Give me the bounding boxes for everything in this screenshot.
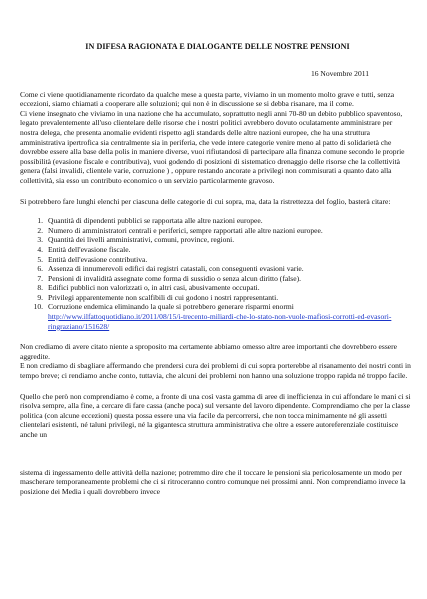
list-item: [37, 244, 411, 255]
intro-section: [20, 90, 411, 186]
list-item-number: 8.: [37, 283, 43, 293]
list-item: [33, 302, 411, 331]
list-item-text: Pensioni di invalidità assegnate come forma di sussidio o senza alcun diritto (false).: [48, 273, 301, 283]
list-item-text: Quantità dei livelli amministrativi, comuni, province, regioni.: [48, 235, 235, 245]
list-item-text: Corruzione endemica eliminando la quale si potrebbero generare risparmi enormi: [48, 302, 294, 312]
after-list-section: [20, 342, 411, 380]
list-item-number: 6.: [37, 264, 43, 274]
document-date: 16 Novembre 2011: [311, 69, 369, 78]
list-item-number: 1.: [37, 216, 43, 226]
list-item: [37, 283, 411, 293]
list-item-number: 4.: [37, 244, 43, 254]
list-item-text: Edifici pubblici non valorizzati o, in altri casi, abusivamente occupati.: [48, 283, 260, 293]
intro-paragraph-2: Ci viene insegnato che viviamo in una nazione che ha accumulato, soprattutto negli anni 70-80 un debito pubblico spaventoso, legato prevalentemente all'uso clientelare delle risorse che i nostri politici avrebbero dovuto oculatamente amministrare per nostra delega, che presenta anomalie evidenti rispetto agli standards delle altre nazioni europee, che ha una struttura amministrativa ipertrofica sia centralmente sia in periferia, che vede intere categorie venire meno al patto di solidarietà che dovrebbe essere alla base della polis in maniere diverse, vuoi rifiutandosi di partecipare alla finanza comune secondo le proprie possibilità (evasione fiscale e contributiva), vuoi godendo di posizioni di sistematico drenaggio delle risorse che la collettività genera (falsi invalidi, clientele varie, corruzione ) , oppure restando ancorate a privilegi non commisurati a quanto dato alla collettività, sia esso un contributo economico o un servizio particolarmente gravoso.: [20, 108, 405, 185]
document-title: IN DIFESA RAGIONATA E DIALOGANTE DELLE NOSTRE PENSIONI: [85, 42, 350, 51]
list-item: [37, 273, 411, 284]
wonder-paragraph: Quello che però non comprendiamo è come, a fronte di una così vasta gamma di aree di inefficienza in cui affondare le mani ci si risolva sempre, alla fine, a cercare di fare cassa (anche poca) sul versante del lavoro dipendente. Comprendiamo che per la classe politica (con alcune eccezioni) questa possa essere una via facile da percorrersi, che non tocca minimamente né gli assetti clientelari esistenti, né taluni privilegi, né la gigantesca struttura amministrativa che oltre a essere autoreferenziale costituisce anche un: [20, 391, 411, 439]
list-item-number: 10.: [33, 302, 43, 312]
list-item-number: 7.: [37, 273, 43, 283]
list-item: [37, 225, 411, 236]
final-paragraph: sistema di ingessamento delle attività della nazione; potremmo dire che il toccare le pensioni sia pericolosamente un modo per mascherare temporaneamente problemi che ci si ritroceranno contro comunque nei prossimi anni. Non comprendiamo invece la posizione dei Media i quali dovrebbero invece: [20, 467, 406, 496]
article-link[interactable]: http://www.ilfattoquotidiano.it/2011/08/15/i-trecento-miliardi-che-lo-stato-non-vuole-mafiosi-corrotti-ed-evasori-ringraziano/151628/: [48, 312, 392, 331]
list-item: [37, 216, 411, 226]
list-intro: Si potrebbero fare lunghi elenchi per ciascuna delle categorie di cui sopra, ma, data la ristrettezza del foglio, basterà citare:: [20, 196, 391, 206]
list-item-text: Entità dell'evasione fiscale.: [48, 244, 131, 254]
list-item-text: Assenza di innumerevoli edifici dai registri catastali, con conseguenti evasioni varie.: [48, 264, 304, 274]
list-item-text: Privilegi apparentemente non scalfibili di cui godono i nostri rappresentanti.: [48, 292, 279, 302]
problems-list: [20, 216, 411, 331]
list-item: [37, 235, 411, 245]
list-item-text: Numero di amministratori centrali e periferici, sempre rapportati alle altre nazioni europee.: [48, 225, 323, 235]
list-item: [37, 264, 411, 274]
list-item-text: Entità dell'evasione contributiva.: [48, 254, 148, 264]
after-list-paragraph-2: E non crediamo di sbagliare affermando che prendersi cura dei problemi di cui sopra porterebbe al risanamento dei nostri conti in tempo breve; ci rendiamo anche conto, tuttavia, che alcuni dei problemi non hanno una soluzione troppo rapida né troppo facile.: [20, 361, 411, 381]
after-list-paragraph-1: Non crediamo di avere citato niente a sproposito ma certamente abbiamo omesso altre aree importanti che dovrebbero essere aggredite.: [20, 342, 397, 361]
intro-paragraph-1: Come ci viene quotidianamente ricordato da qualche mese a questa parte, viviamo in un momento molto grave e tutti, senza eccezioni, siamo chiamati a cooperare alle soluzioni; qui non è in discussione se si debba risanare, ma il come.: [20, 89, 395, 109]
list-item-number: 3.: [37, 235, 43, 245]
list-item: [37, 254, 411, 265]
list-item-number: 2.: [37, 225, 43, 235]
list-item-text: Quantità di dipendenti pubblici se rapportata alle altre nazioni europee.: [48, 216, 263, 226]
list-item-number: 9.: [37, 292, 43, 302]
list-item-number: 5.: [37, 254, 43, 264]
list-item: [37, 292, 411, 303]
